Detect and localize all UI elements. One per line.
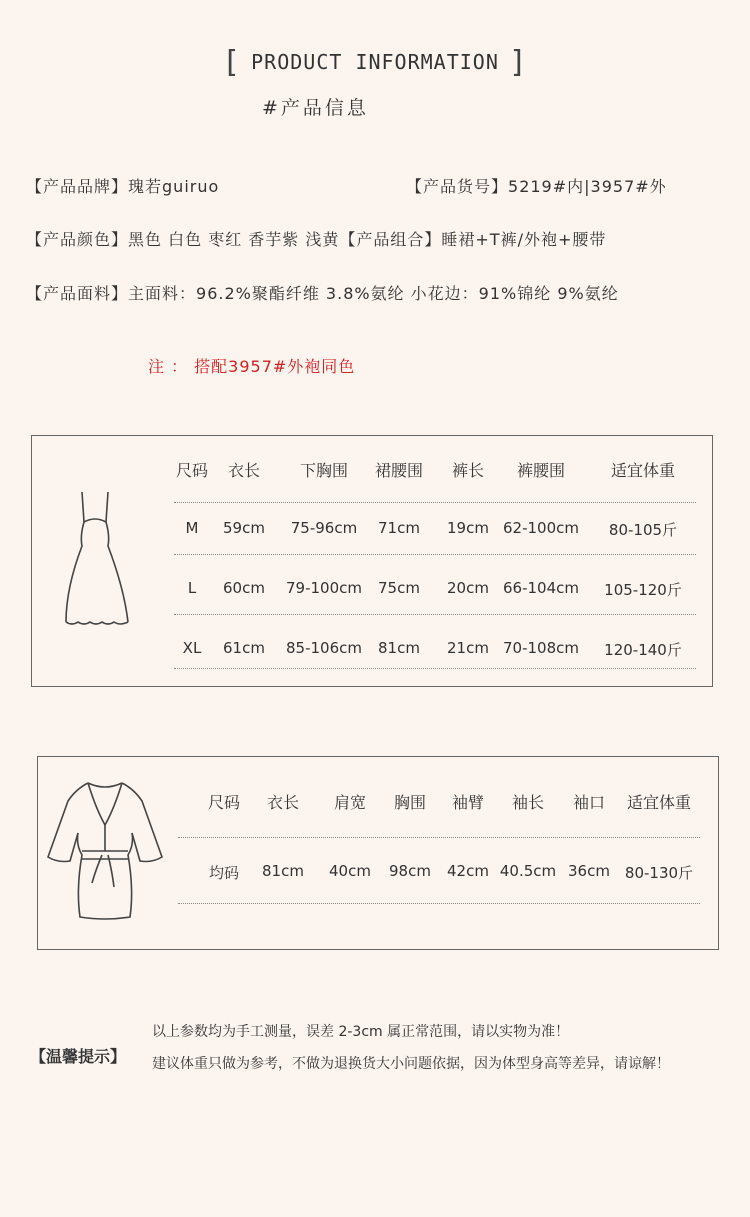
color-label: 【产品颜色】 — [26, 230, 129, 249]
table1-cell-0-3: 71cm — [378, 519, 420, 537]
table2-header-6: 袖口 — [572, 793, 605, 812]
table2-cell-0-3: 98cm — [389, 862, 431, 880]
robe-icon — [46, 779, 164, 921]
fabric-label: 【产品面料】 — [26, 284, 129, 303]
table1-cell-2-3: 81cm — [378, 639, 420, 657]
table2-header-3: 胸围 — [393, 793, 426, 812]
brand-value: 瑰若guiruo — [128, 177, 220, 196]
table1-header-5: 裤腰围 — [516, 461, 565, 480]
size-table-robe — [37, 756, 719, 950]
table2-cell-0-0: 均码 — [208, 864, 239, 882]
table1-cell-1-0: L — [187, 579, 197, 597]
table1-header-2: 下胸围 — [299, 461, 348, 480]
table1-cell-1-5: 66-104cm — [503, 579, 579, 597]
size-table-slip — [31, 435, 713, 687]
table2-divider-1 — [178, 903, 700, 904]
table1-cell-0-2: 75-96cm — [290, 519, 358, 537]
color-row — [26, 227, 606, 250]
title-cn: #产品信息 — [262, 97, 369, 119]
table2-cell-0-2: 40cm — [329, 862, 371, 880]
bracket-left: [ — [222, 45, 242, 80]
table1-header-3: 裙腰围 — [374, 461, 423, 480]
item-no-value: 5219#内|3957#外 — [508, 177, 667, 196]
brand-row — [26, 174, 219, 197]
table2-cell-0-6: 36cm — [568, 862, 610, 880]
table1-cell-2-6: 120-140斤 — [604, 641, 682, 659]
brand-label: 【产品品牌】 — [26, 177, 129, 196]
table1-cell-0-4: 19cm — [447, 519, 489, 537]
table1-cell-0-5: 62-100cm — [503, 519, 579, 537]
table1-cell-1-2: 79-100cm — [286, 579, 362, 597]
table1-header-1: 衣长 — [227, 461, 260, 480]
tip-line-1: 以上参数均为手工测量，误差 2-3cm 属正常范围，请以实物为准！ — [152, 1024, 570, 1040]
table2-cell-0-4: 42cm — [447, 862, 489, 880]
table1-cell-2-4: 21cm — [447, 639, 489, 657]
table2-header-1: 衣长 — [266, 793, 299, 812]
table1-cell-1-3: 75cm — [378, 579, 420, 597]
table1-cell-2-0: XL — [182, 639, 202, 657]
bracket-right: ] — [508, 45, 528, 80]
table2-header-0: 尺码 — [207, 793, 240, 812]
fabric-row — [26, 281, 619, 304]
combo-label: 【产品组合】 — [339, 230, 442, 249]
table2-header-2: 肩宽 — [333, 793, 366, 812]
color-value: 黑色 白色 枣红 香芋紫 浅黄 — [128, 230, 340, 249]
item-no-row — [406, 174, 667, 197]
table1-divider-0 — [174, 502, 696, 503]
table1-cell-1-4: 20cm — [447, 579, 489, 597]
table1-cell-1-1: 60cm — [223, 579, 265, 597]
table2-divider-0 — [178, 837, 700, 838]
table1-divider-1 — [174, 554, 696, 555]
slip-dress-icon — [62, 488, 132, 630]
combo-value: 睡裙+T裤/外袍+腰带 — [441, 230, 607, 249]
table1-cell-2-1: 61cm — [223, 639, 265, 657]
table1-cell-0-1: 59cm — [223, 519, 265, 537]
title-en-text: PRODUCT INFORMATION — [251, 50, 499, 74]
fabric-value: 主面料：96.2%聚酯纤维 3.8%氨纶 小花边：91%锦纶 9%氨纶 — [128, 284, 619, 303]
table1-divider-2 — [174, 614, 696, 615]
table1-cell-2-5: 70-108cm — [503, 639, 579, 657]
table1-header-4: 裤长 — [451, 461, 484, 480]
table1-cell-0-0: M — [185, 519, 199, 537]
table1-cell-2-2: 85-106cm — [286, 639, 362, 657]
table2-cell-0-1: 81cm — [262, 862, 304, 880]
table2-header-5: 袖长 — [511, 793, 544, 812]
table1-header-6: 适宜体重 — [610, 461, 675, 480]
table1-cell-0-6: 80-105斤 — [608, 521, 678, 539]
table2-cell-0-5: 40.5cm — [499, 862, 557, 880]
item-no-label: 【产品货号】 — [406, 177, 509, 196]
tips-label: 【温馨提示】 — [30, 1047, 127, 1066]
table1-divider-3 — [174, 668, 696, 669]
header — [0, 45, 750, 119]
table2-cell-0-7: 80-130斤 — [624, 864, 694, 882]
table2-header-7: 适宜体重 — [626, 793, 691, 812]
table2-header-4: 袖臂 — [451, 793, 484, 812]
matching-note: 注 ： 搭配3957#外袍同色 — [148, 357, 356, 376]
table1-header-0: 尺码 — [175, 461, 208, 480]
title-en — [0, 45, 750, 80]
table1-cell-1-6: 105-120斤 — [604, 581, 682, 599]
tip-line-2: 建议体重只做为参考，不做为退换货大小问题依据，因为体型身高等差异，请谅解！ — [152, 1056, 670, 1072]
